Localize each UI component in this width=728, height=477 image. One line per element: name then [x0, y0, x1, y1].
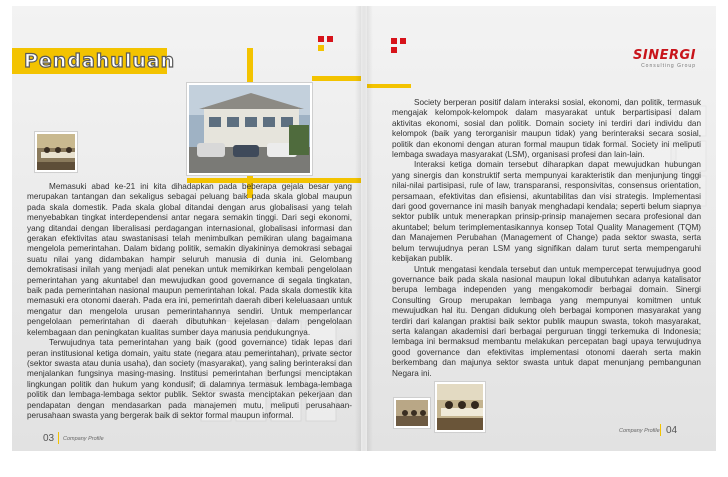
society-body — [392, 98, 701, 379]
footer-label: Company Profile — [63, 436, 104, 442]
red-square-decoration — [318, 36, 324, 42]
paragraph: Terwujudnya tata pemerintahan yang baik (good governance) tidak lepas dari peran institusional ketiga domain, yaitu state (negara atau pemerintahan), private sector (sektor swasta atau dunia usaha), dan society (masyarakat), yang saling berinteraksi dan menjalankan fungsinya masing-masing. Institusi pemerintahan berfungsi menciptakan lingkungan politik dan hukum yang kondusif; di dalamnya termasuk lembaga-lembaga politik dan lembaga-lembaga sektor publik. Sektor swasta menciptakan pekerjaan dan pendapatan dengan mendasarkan pada manajemen mutu, meliputi perusahaan-perusahaan swasta yang bergerak baik di sektor formal maupun informal. — [27, 338, 352, 420]
left-page — [12, 6, 361, 451]
paragraph: Interaksi ketiga domain tersebut diharapkan dapat mewujudkan hubungan yang sinergis dan konstruktif serta mempunyai karakteristik dan menjunjung tinggi nilai-nilai partisipasi, rule of law, transparansi, responsivitas, consensus orientation, persamaan, efektivitas dan efisiensi, akuntabilitas dan visi strategis. Implementasi dari good governance ini masih banyak menghadapi kendala; seperti belum siapnya sektor publik untuk menerapkan prinsip-prinsip manajemen secara profesional dan akuntabel; belum terimplementasikannya konsep Total Quality Management (TQM) dan Manajemen Perubahan (Management of Change) pada sektor swasta, serta belum terwujudnya peran LSM yang signifikan dalam turut serta mempengaruhi kebijakan publik. — [392, 160, 701, 264]
red-square-decoration — [318, 45, 324, 51]
conference-photo — [435, 382, 485, 432]
intro-body — [27, 182, 352, 421]
red-square-decoration — [400, 38, 406, 44]
paragraph: Memasuki abad ke-21 ini kita dihadapkan pada beberapa gejala besar yang merupakan tantangan dan sekaligus sebagai peluang baik pada skala global maupun pada skala domestik. Pada skala global ditandai dengan arus globalisasi yang telah menyebabkan tingkat interdependensi antar negara semakin tinggi. Dari segi ekonomi, yang ditandai dengan liberalisasi perdagangan internasional, globalisasi informasi dan gerakan efektivitas atau swastanisasi telah menimbulkan pemikiran ulang bagaimana mengelola pemerintahan. Dalam bidang politik, semakin diyakininya demokrasi sebagai suatu nilai yang didambakan hampir seluruh manusia di dunia ini. Gelombang demokratisasi inilah yang menjadi alat penekan untuk memikirkan kembali pengelolaan pemerintahan yang akuntabel dan mewujudkan good governance di segala tingkatan, baik pada pemerintahan nasional maupun pemerintahan lokal. Pada skala domestik kita memasuki era otonomi daerah. Pada era ini, pemerintah daerah diberi keleluasaan untuk mengatur dan mengelola urusan pemerintahannya sendiri. Untuk memperlancar pengelolaan pemerintahan di daerah dibutuhkan kejelasan dalam pengelolaan kelembagaan dan peningkatan kualitas sumber daya manusia pendukungnya. — [27, 182, 352, 337]
footer-divider — [660, 424, 661, 436]
paragraph: Untuk mengatasi kendala tersebut dan untuk mempercepat terwujudnya good governance baik pada skala nasional maupun lokal dibutuhkan adanya katalisator berupa lembaga independen yang mengakomodir berbagai domain. Sinergi Consulting Group merupakan lembaga yang mempunyai komitmen untuk mewujudkan hal itu. Dengan didukung oleh berbagai komponen masyarakat yang terdiri dari kalangan praktisi baik sektor publik maupun swasta, tokoh masyarakat, serta kalangan akademisi dari berbagai perguruan tinggi terkemuka di Indonesia; lembaga ini bermaksud membantu melakukan percepatan bagi upaya terwujudnya good governance dan efektivitas implementasi otonomi daerah serta makin berkembang dan majunya sektor swasta untuk dapat menunjang pembangunan Negara ini. — [392, 264, 701, 378]
logo-wordmark: SINERGI — [633, 48, 696, 63]
yellow-accent-bar — [367, 84, 411, 88]
red-square-decoration — [391, 38, 397, 44]
page-number: 03 — [43, 433, 55, 444]
office-building-photo — [187, 83, 312, 175]
footer-divider — [58, 432, 59, 444]
right-page — [367, 6, 716, 451]
paragraph: Society berperan positif dalam interaksi sosial, ekonomi, dan politik, termasuk mengajak kelompok-kelompok dalam masyarakat untuk berpartisipasi dalam aktivitas ekonomi, sosial dan politik. Domain society ini terdiri dari individu dan kelompok (baik yang terorganisir maupun tidak) yang berinteraksi secara sosial, politik dan ekonomi dengan aturan formal maupun tidak formal. Society ini meliputi lembaga swadaya masyarakat (LSM), organisasi profesi dan lain-lain. — [392, 98, 701, 160]
page-title: Pendahuluan — [24, 50, 176, 72]
seminar-photo — [35, 132, 77, 172]
red-square-decoration — [391, 47, 397, 53]
logo-tagline: Consulting Group — [641, 63, 696, 69]
footer-label: Company Profile — [619, 428, 660, 434]
page-number: 04 — [666, 425, 678, 436]
sinergi-logo — [633, 48, 696, 69]
yellow-accent-bar — [312, 76, 361, 81]
meeting-photo — [394, 398, 430, 428]
red-square-decoration — [327, 36, 333, 42]
page-gutter — [355, 6, 373, 451]
